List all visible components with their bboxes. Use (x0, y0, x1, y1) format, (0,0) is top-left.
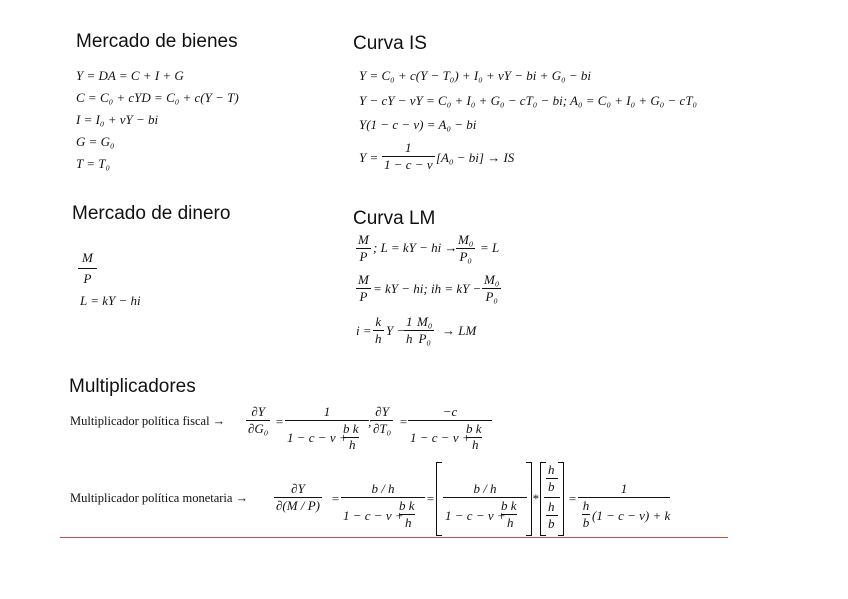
var-b: b (548, 479, 555, 494)
fraction-lm3-a (373, 314, 384, 347)
right-bracket (558, 462, 564, 536)
var-h: h (548, 499, 555, 514)
equals-sign: = (568, 491, 577, 506)
equation-is-2: Y − cY − vY = C₀ + I₀ + G₀ − cT₀ − bi; A₀ = C₀ + I₀ + G₀ − cT₀ (359, 93, 698, 108)
fraction-dy-dg0-den: ∂G₀ (248, 421, 269, 436)
fraction-lm3-b-den: h (406, 331, 413, 346)
fraction-dy-dg0 (246, 404, 270, 437)
var-b: b (548, 516, 555, 531)
fraction-fiscal-1-num: 1 (323, 404, 331, 419)
fraction-lm1-b (456, 232, 475, 265)
fraction-dy-dt0 (371, 404, 393, 437)
fraction-lm3-a-den: h (375, 331, 382, 346)
fraction-lm3-c-den: P₀ (415, 330, 434, 347)
equation-lm2-mid: = kY − hi; ih = kY − (373, 281, 482, 296)
fraction-dy-dt0-den: ∂T₀ (373, 421, 392, 436)
fraction-lm1-b-num: M₀ (458, 232, 474, 247)
fraction-is-den: 1 − c − v (384, 157, 433, 172)
fraction-dy-dg0-num: ∂Y (251, 404, 265, 419)
fraction-lm2-a-den: P (356, 288, 371, 305)
fraction-fiscal-1-den: 1 − c − v + b k h (285, 420, 369, 453)
fraction-lm1-a-den: P (356, 248, 371, 265)
equation-lm3-end: → LM (442, 323, 477, 338)
equation-is-1: Y = C₀ + c(Y − T₀) + I₀ + vY − bi + G₀ − bi (359, 68, 591, 83)
fraction-fiscal-2-den: 1 − c − v + b k h (408, 420, 492, 453)
label-fiscal: Multiplicador política fiscal → (70, 414, 226, 428)
equation-is-3: Y(1 − c − v) = A₀ − bi (359, 117, 477, 132)
equation-lm3-lhs: i = (356, 323, 372, 338)
multiply-sign: * (532, 491, 539, 506)
equals-sign: = (331, 491, 340, 506)
fraction-lm2-b (482, 272, 501, 305)
fraction-dy-dt0-num: ∂Y (375, 404, 389, 419)
left-bracket (540, 462, 546, 536)
fraction-monetaria-1-den: 1 − c − v + b k h (341, 497, 425, 532)
equation-is-4-rhs: [A₀ − bi] → IS (436, 150, 515, 165)
equation-bienes-5: T = T₀ (76, 156, 111, 171)
fraction-lm1-b-den: P₀ (456, 248, 475, 265)
equation-is-4-lhs: Y = (359, 150, 379, 165)
equation-bienes-1: Y = DA = C + I + G (76, 68, 184, 83)
fraction-lm3-c-num: M₀ (417, 314, 433, 329)
equals-sign: = (399, 414, 408, 429)
heading-multiplicadores: Multiplicadores (69, 376, 196, 397)
fraction-lm2-b-num: M₀ (484, 272, 500, 287)
fraction-lm2-a-num: M (358, 272, 369, 287)
fraction-monetaria-3 (578, 481, 670, 532)
fraction-m: M (82, 250, 93, 265)
equation-dinero-l: L = kY − hi (80, 293, 141, 308)
fraction-is (382, 140, 435, 173)
fraction-monetaria-2-den: 1 − c − v + b k h (443, 497, 527, 532)
fraction-dy-dmp-num: ∂Y (291, 481, 305, 496)
fraction-monetaria-1-num: b / h (371, 481, 395, 496)
fraction-monetaria-1 (341, 481, 425, 532)
divider-line (60, 537, 728, 538)
fraction-dy-dmp-den: ∂(M / P) (276, 498, 320, 513)
fraction-fiscal-2 (408, 404, 492, 453)
equation-lm1-end: = L (480, 240, 500, 255)
heading-curva-lm: Curva LM (353, 208, 436, 229)
fraction-monetaria-2 (443, 481, 527, 532)
fraction-lm3-c (415, 314, 434, 347)
equation-bienes-3: I = I₀ + vY − bi (76, 112, 159, 127)
fraction-fiscal-2-num: −c (442, 404, 458, 419)
fraction-dy-dmp (274, 481, 322, 514)
fraction-lm1-a-num: M (358, 232, 369, 247)
equation-bienes-2: C = C₀ + cYD = C₀ + c(Y − T) (76, 90, 239, 105)
fraction-monetaria-3-num: 1 (620, 481, 628, 496)
equation-bienes-4: G = G₀ (76, 134, 115, 149)
equation-lm3-mid: Y − (386, 323, 406, 338)
fraction-monetaria-2-num: b / h (473, 481, 497, 496)
fraction-lm3-b-num: 1 (406, 314, 413, 329)
left-bracket (436, 462, 442, 536)
fraction-fiscal-1 (285, 404, 369, 453)
separator: ; (368, 414, 373, 429)
fraction-p: P (78, 268, 97, 287)
heading-mercado-dinero: Mercado de dinero (72, 203, 231, 224)
fraction-is-num: 1 (405, 140, 412, 155)
fraction-m-p (78, 250, 97, 287)
fraction-lm3-a-num: k (375, 314, 382, 329)
fraction-lm2-a (356, 272, 371, 305)
equals-sign: = (426, 491, 435, 506)
fraction-lm2-b-den: P₀ (482, 288, 501, 305)
label-monetaria: Multiplicador política monetaria → (70, 491, 249, 505)
var-h: h (548, 462, 555, 477)
equals-sign: = (275, 414, 284, 429)
fraction-lm1-a (356, 232, 371, 265)
heading-mercado-bienes: Mercado de bienes (76, 31, 238, 52)
equation-lm1-mid: ; L = kY − hi → (373, 240, 458, 255)
fraction-monetaria-3-den: h b (1 − c − v) + k (578, 497, 670, 532)
heading-curva-is: Curva IS (353, 33, 427, 54)
fraction-lm3-b (404, 314, 415, 347)
